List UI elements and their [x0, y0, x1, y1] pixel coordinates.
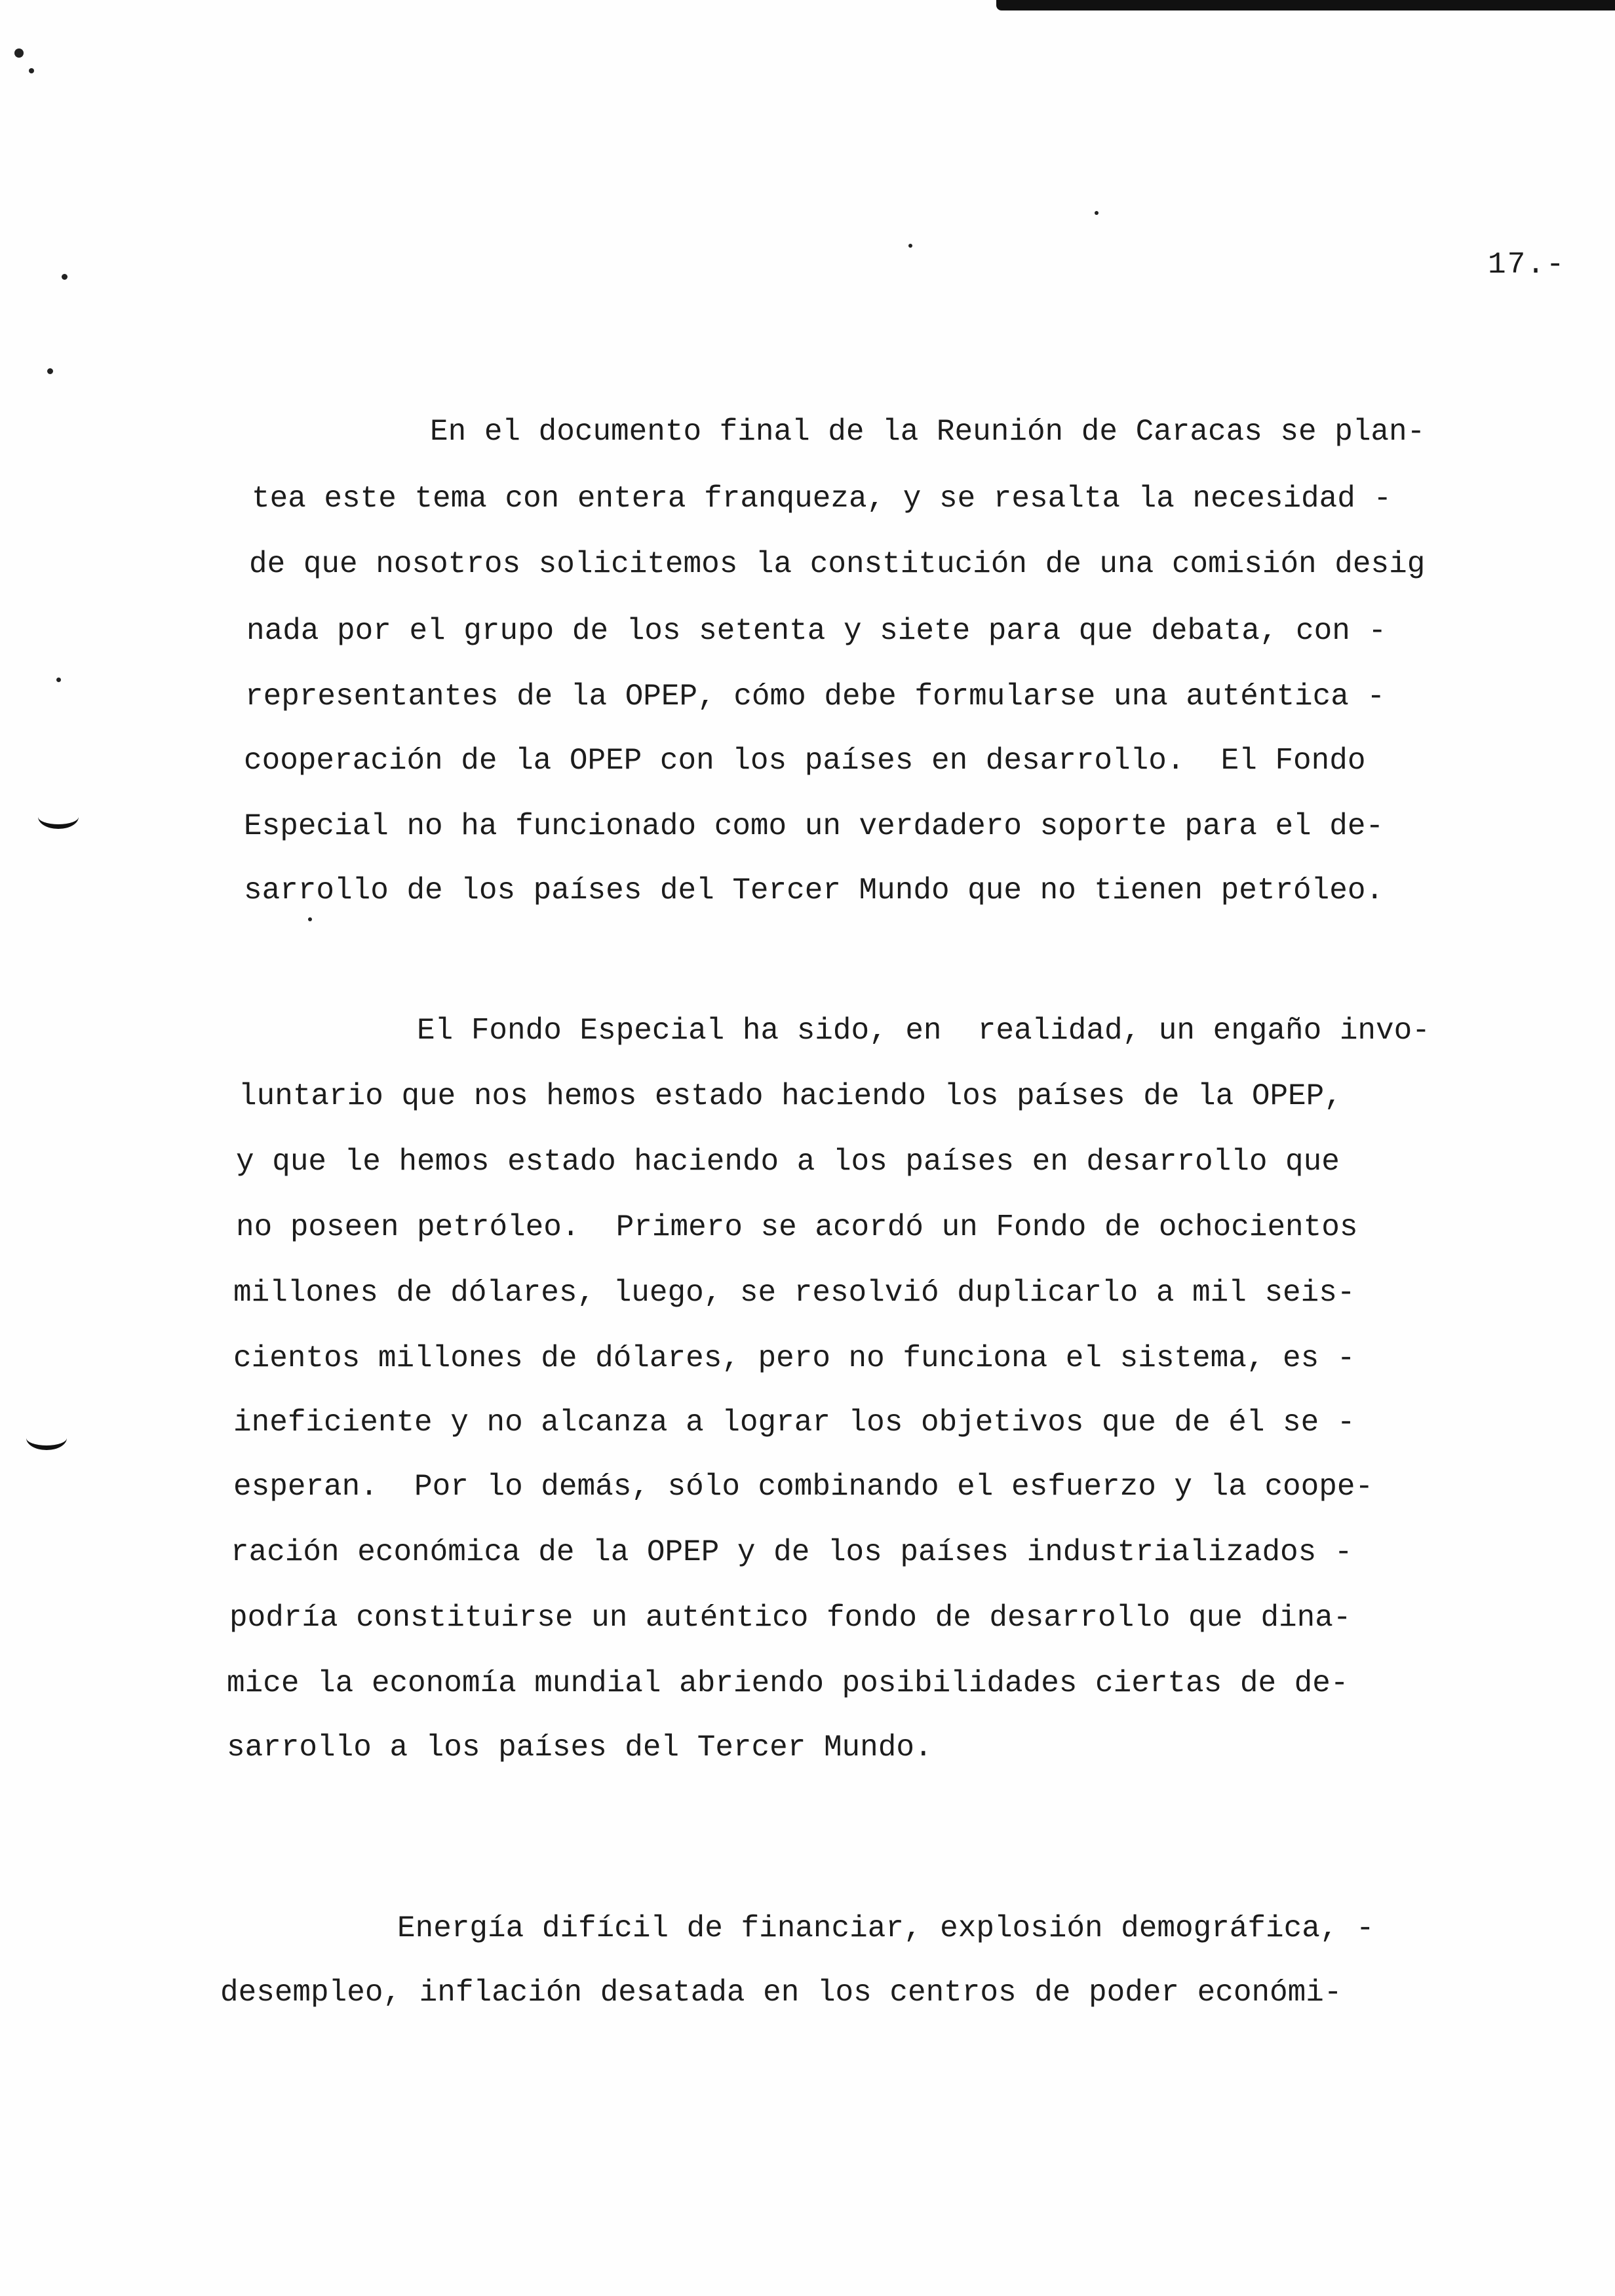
text-line: tea este tema con entera franqueza, y se resalta la necesidad - [252, 482, 1392, 516]
scan-speck [1095, 211, 1099, 215]
scan-speck [308, 917, 312, 921]
text-line: cooperación de la OPEP con los países en desarrollo. El Fondo [244, 744, 1366, 778]
text-line: sarrollo de los países del Tercer Mundo que no tienen petróleo. [244, 873, 1384, 908]
scan-speck [56, 678, 61, 682]
text-line: cientos millones de dólares, pero no funciona el sistema, es - [233, 1341, 1355, 1375]
text-line: mice la economía mundial abriendo posibilidades ciertas de de- [227, 1666, 1349, 1700]
text-line: Energía difícil de financiar, explosión demográfica, - [397, 1911, 1374, 1945]
binder-hole-mark [38, 805, 79, 829]
text-line: ración económica de la OPEP y de los países industrializados - [231, 1535, 1353, 1569]
scan-speck [908, 244, 912, 248]
text-line: luntario que nos hemos estado haciendo los países de la OPEP, [239, 1079, 1342, 1113]
text-line: no poseen petróleo. Primero se acordó un Fondo de ochocientos [236, 1210, 1358, 1244]
scan-speck [14, 48, 24, 58]
text-line: nada por el grupo de los setenta y siete para que debata, con - [246, 614, 1387, 648]
text-line: y que le hemos estado haciendo a los países en desarrollo que [236, 1145, 1340, 1179]
text-line: representantes de la OPEP, cómo debe formularse una auténtica - [245, 679, 1386, 714]
top-edge-rule [996, 0, 1615, 10]
text-line: sarrollo a los países del Tercer Mundo. [227, 1731, 933, 1765]
text-line: millones de dólares, luego, se resolvió duplicarlo a mil seis- [233, 1276, 1355, 1310]
text-line: podría constituirse un auténtico fondo de desarrollo que dina- [229, 1601, 1352, 1635]
scan-speck [47, 368, 53, 374]
page-number: 17.- [1488, 248, 1566, 282]
text-line: En el documento final de la Reunión de Caracas se plan- [430, 415, 1426, 449]
text-line: esperan. Por lo demás, sólo combinando el esfuerzo y la coope- [233, 1470, 1374, 1504]
text-line: ineficiente y no alcanza a lograr los objetivos que de él se - [233, 1406, 1355, 1440]
text-line: desempleo, inflación desatada en los centros de poder económi- [220, 1976, 1342, 2010]
binder-hole-mark [26, 1426, 67, 1450]
text-line: Especial no ha funcionado como un verdadero soporte para el de- [244, 809, 1384, 843]
text-line: de que nosotros solicitemos la constitución de una comisión desig [249, 547, 1426, 581]
scan-speck [62, 274, 68, 280]
text-line: El Fondo Especial ha sido, en realidad, un engaño invo- [417, 1014, 1430, 1048]
scan-speck [29, 68, 34, 73]
